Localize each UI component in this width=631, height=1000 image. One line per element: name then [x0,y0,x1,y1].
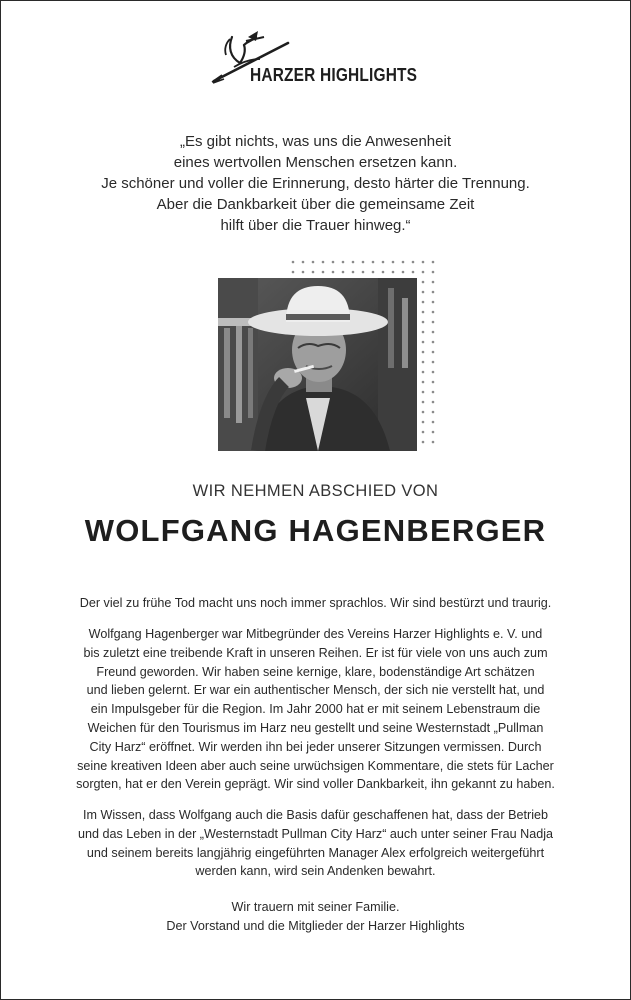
farewell-heading: WIR NEHMEN ABSCHIED VON [192,482,439,500]
paragraph-line: sorgten, hat er den Verein geprägt. Wir sind voller Dankbarkeit, ihn gekannt zu haben. [76,777,555,792]
paragraph-line: bis zuletzt eine treibende Kraft in unseren Reihen. Er ist für viele von uns auch zum [83,645,548,660]
logo-text: HARZER HIGHLIGHTS [250,65,418,85]
intro-paragraph [31,594,600,613]
memorial-quote [41,131,590,236]
deceased-name: WOLFGANG HAGENBERGER [84,513,547,548]
portrait-photo-man-cowboy-hat [218,278,417,451]
quote-line: eines wertvollen Menschen ersetzen kann. [173,154,458,171]
paragraph-line: und lieben gelernt. Er war ein authentischer Mensch, der sich nie verstellt hat, und [86,683,545,698]
quote-line: Je schöner und voller die Erinnerung, desto härter die Trennung. [101,175,530,192]
paragraph-line: Der Vorstand und die Mitglieder der Harzer Highlights [166,918,465,933]
paragraph-line: werden kann, wird sein Andenken bewahrt. [195,864,436,879]
paragraph-line: Weichen für den Tourismus im Harz neu gestellt und seine Westernstadt „Pullman [87,720,544,735]
tribute-paragraph [31,625,600,794]
paragraph-line: Freund geworden. Wir haben seine kernige, klare, bodenständige Art schätzen [96,664,535,679]
paragraph-line: City Harz“ eröffnet. Wir werden ihn bei jeder unserer Sitzungen vermissen. Durch [89,739,542,754]
paragraph-line: Wir trauern mit seiner Familie. [231,900,400,914]
legacy-paragraph [31,806,600,881]
paragraph-line: und das Leben in der „Westernstadt Pullman City Harz“ auch unter seiner Frau Nadja [77,826,554,841]
quote-line: Aber die Dankbarkeit über die gemeinsame Zeit [156,196,475,213]
quote-line: hilft über die Trauer hinweg.“ [220,217,411,234]
paragraph-line: Wolfgang Hagenberger war Mitbegründer des Vereins Harzer Highlights e. V. und [88,627,543,641]
paragraph-line: und seinem bereits langjährig eingeführten Manager Alex erfolgreich weitergeführt [86,845,545,860]
closing-signature [31,898,600,936]
paragraph-line: ein Impulsgeber für die Region. Im Jahr 2000 hat er mit seinem Lebenstraum die [90,702,541,717]
paragraph-line: Der viel zu frühe Tod macht uns noch immer sprachlos. Wir sind bestürzt und traurig. [79,596,552,610]
quote-line: „Es gibt nichts, was uns die Anwesenheit [180,133,451,150]
paragraph-line: seine kreativen Ideen aber auch seine urwüchsigen Kommentare, die stets für Lacher [77,758,554,773]
portrait-photo [218,278,417,451]
logo [208,29,428,89]
paragraph-line: Im Wissen, dass Wolfgang auch die Basis dafür geschaffenen hat, dass der Betrieb [82,808,549,822]
